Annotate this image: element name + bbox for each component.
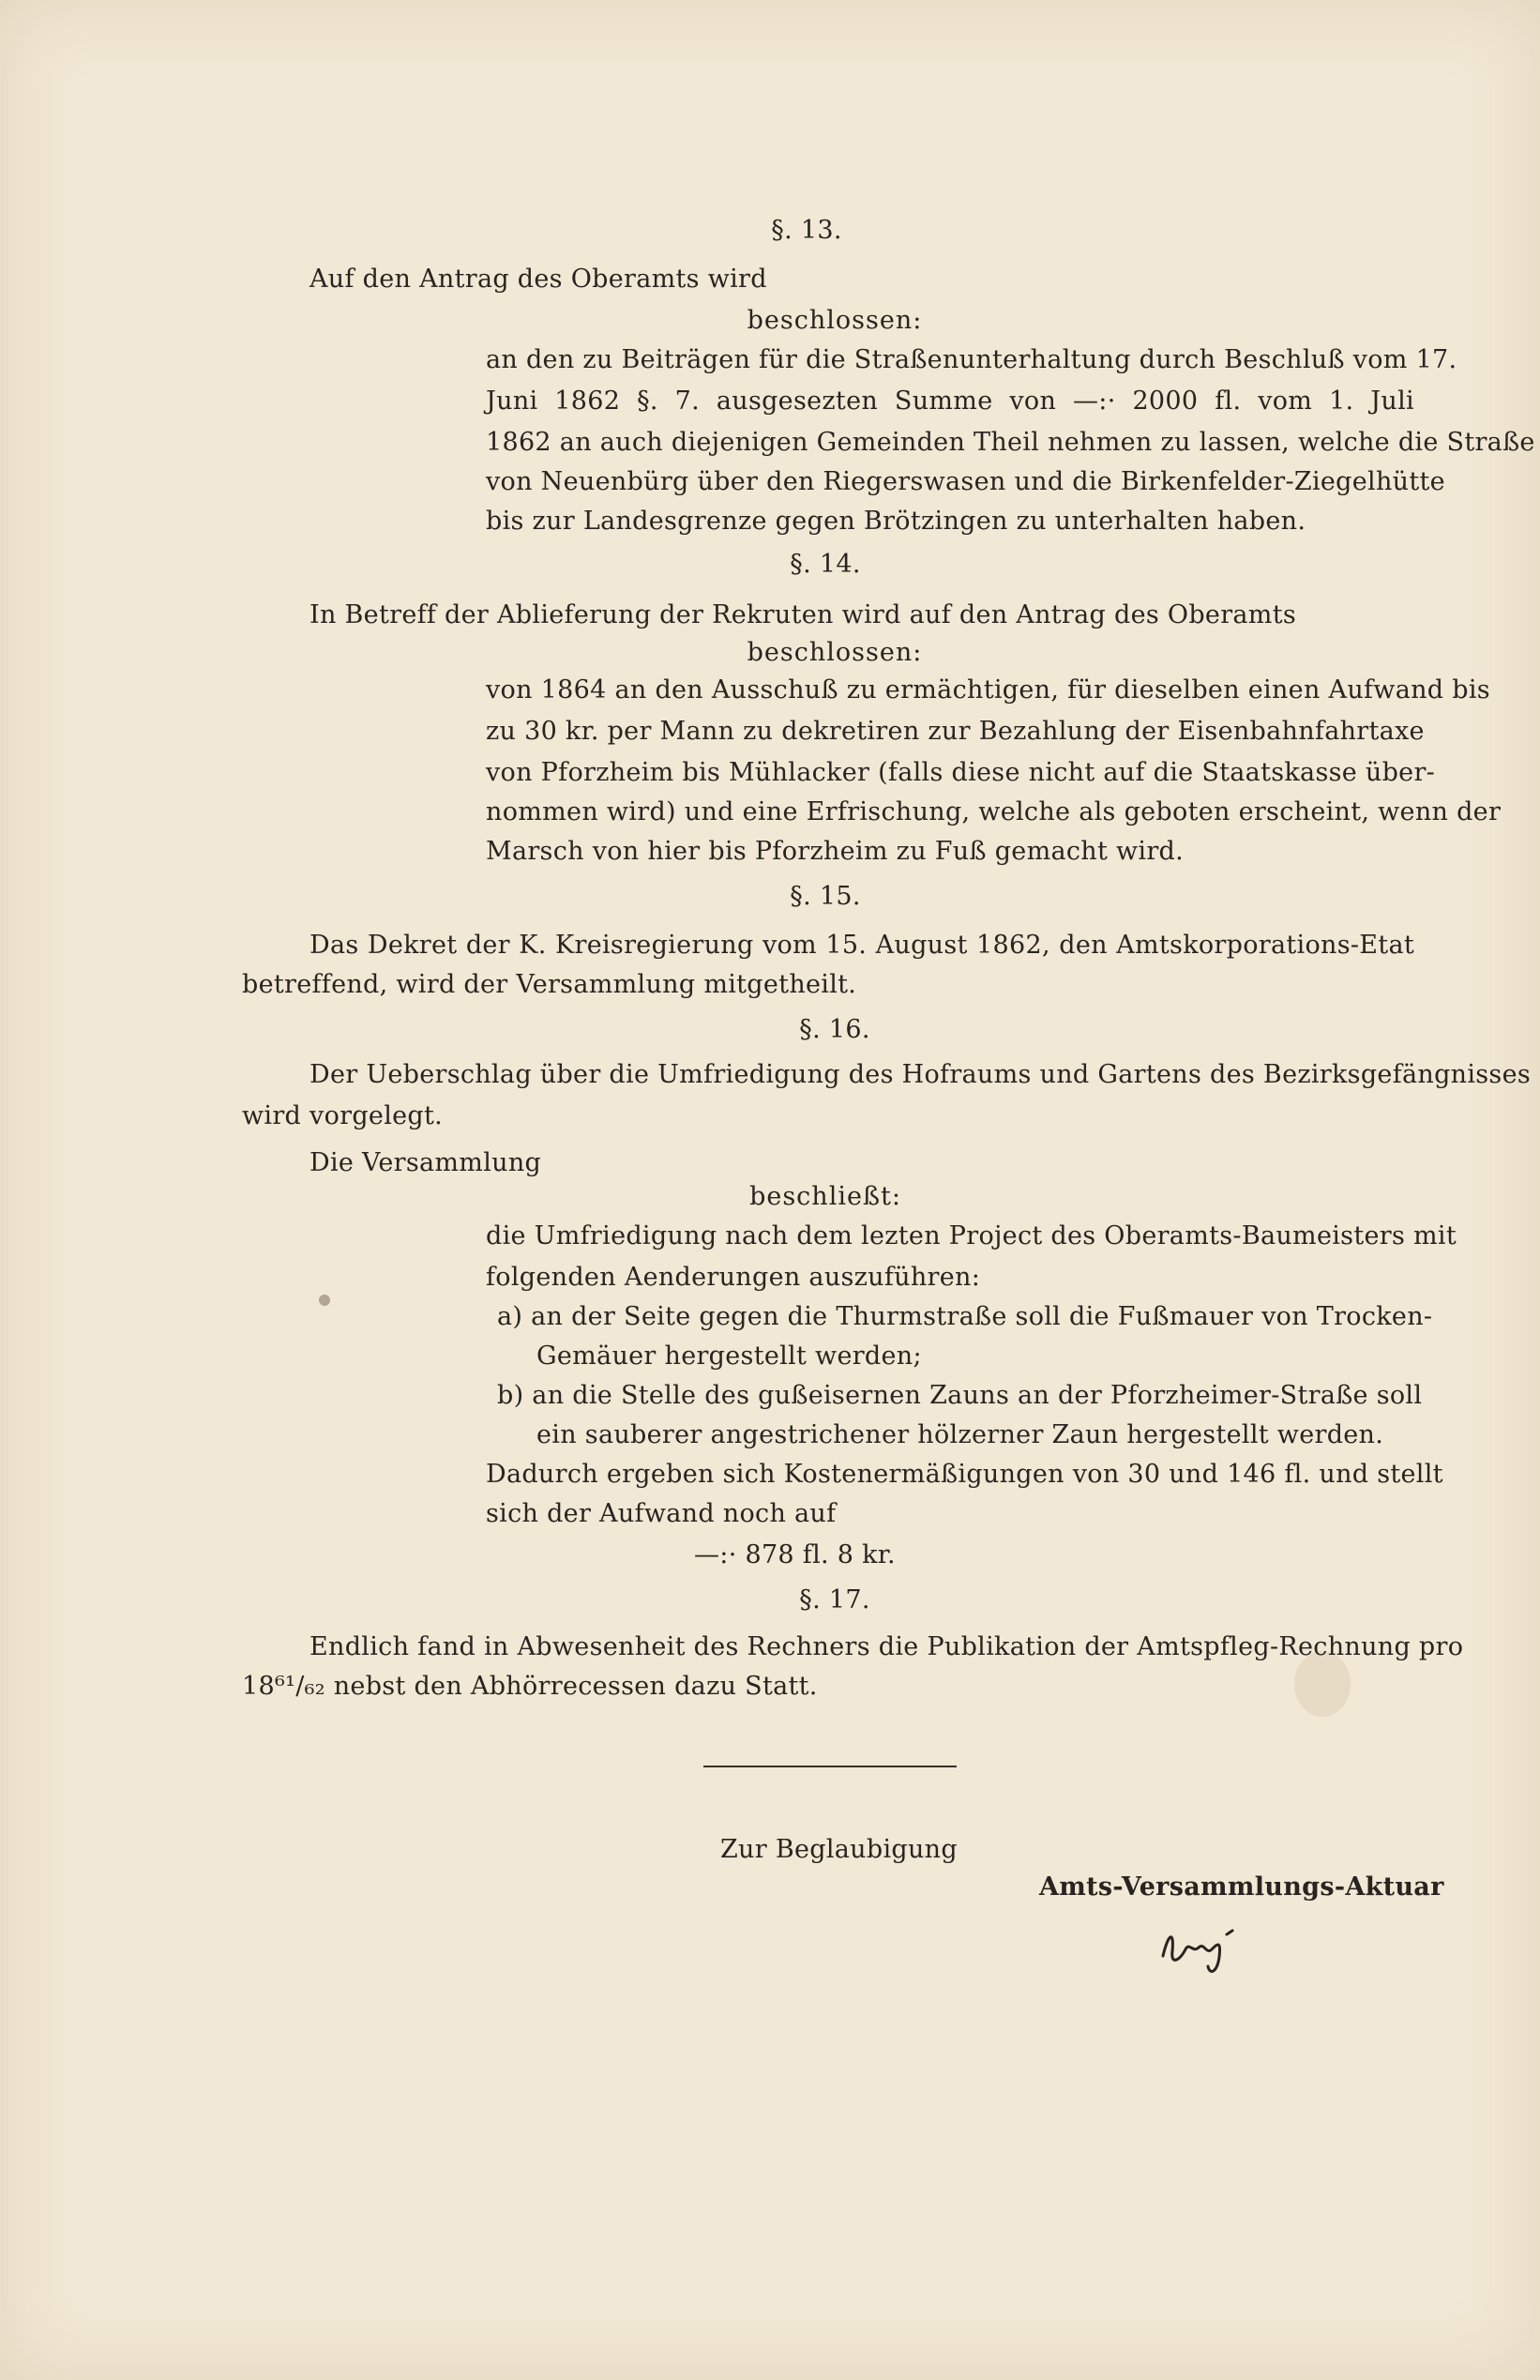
section-13-heading: §. 13. <box>771 216 842 245</box>
section-13-line: 1862 an auch diejenigen Gemeinden Theil nehmen zu lassen, welche die Straße <box>486 428 1535 457</box>
section-16-result: sich der Aufwand noch auf <box>486 1499 837 1528</box>
section-16-result: Dadurch ergeben sich Kostenermäßigungen von 30 und 146 fl. und stellt <box>486 1460 1443 1489</box>
section-14-line: nommen wird) und eine Erfrischung, welche als geboten erscheint, wenn der <box>486 797 1502 826</box>
section-16-verb: beschließt: <box>749 1182 901 1211</box>
paper-stain <box>319 1295 330 1306</box>
section-16-item-a: Gemäuer hergestellt werden; <box>536 1342 922 1371</box>
section-13-line: von Neuenbürg über den Riegerswasen und die Birkenfelder-Ziegelhütte <box>486 467 1445 496</box>
section-16-decision: die Umfriedigung nach dem lezten Project des Oberamts-Baumeisters mit <box>486 1221 1457 1251</box>
section-13-intro: Auf den Antrag des Oberamts wird <box>310 265 767 294</box>
section-17-line: Endlich fand in Abwesenheit des Rechners die Publikation der Amtspfleg-Rechnung pro <box>310 1632 1464 1661</box>
section-14-line: von Pforzheim bis Mühlacker (falls diese nicht auf die Staatskasse über- <box>486 758 1436 787</box>
section-16-line: Der Ueberschlag über die Umfriedigung des Hofraums und Gartens des Bezirksgefängnisses <box>310 1060 1532 1089</box>
section-13-line: Juni 1862 §. 7. ausgesezten Summe von —:· 2000 fl. vom 1. Juli <box>486 387 1414 416</box>
certification-text: Zur Beglaubigung <box>720 1835 958 1864</box>
section-16-amount: —:· 878 fl. 8 kr. <box>694 1540 896 1569</box>
section-14-heading: §. 14. <box>790 550 861 579</box>
section-14-line: Marsch von hier bis Pforzheim zu Fuß gemacht wird. <box>486 837 1185 866</box>
section-16-decision: folgenden Aenderungen auszuführen: <box>486 1263 981 1292</box>
section-14-intro: In Betreff der Ablieferung der Rekruten wird auf den Antrag des Oberamts <box>310 600 1297 629</box>
section-14-verb: beschlossen: <box>747 638 923 667</box>
section-14-line: zu 30 kr. per Mann zu dekretiren zur Bezahlung der Eisenbahnfahrtaxe <box>486 717 1425 746</box>
section-16-item-b: b) an die Stelle des gußeisernen Zauns an der Pforzheimer-Straße soll <box>497 1381 1423 1410</box>
closing-rule <box>703 1766 957 1767</box>
section-15-line: betreffend, wird der Versammlung mitgetheilt. <box>242 970 857 999</box>
section-17-heading: §. 17. <box>799 1585 870 1614</box>
section-15-heading: §. 15. <box>790 882 861 911</box>
handwritten-signature <box>1152 1914 1264 1979</box>
section-16-item-a: a) an der Seite gegen die Thurmstraße soll die Fußmauer von Trocken- <box>497 1302 1433 1331</box>
section-16-heading: §. 16. <box>799 1015 870 1044</box>
section-16-item-b: ein sauberer angestrichener hölzerner Zaun hergestellt werden. <box>536 1420 1384 1449</box>
section-17-line: 18⁶¹/₆₂ nebst den Abhörrecessen dazu Statt. <box>242 1672 818 1701</box>
section-13-line: bis zur Landesgrenze gegen Brötzingen zu unterhalten haben. <box>486 507 1306 536</box>
section-15-line: Das Dekret der K. Kreisregierung vom 15. August 1862, den Amtskorporations-Etat <box>310 931 1414 960</box>
actuary-title: Amts-Versammlungs-Aktuar <box>1039 1872 1444 1902</box>
section-13-verb: beschlossen: <box>747 306 923 335</box>
section-13-line: an den zu Beiträgen für die Straßenunterhaltung durch Beschluß vom 17. <box>486 345 1457 374</box>
section-16-line: wird vorgelegt. <box>242 1101 444 1130</box>
section-16-assembly: Die Versammlung <box>310 1148 542 1177</box>
section-14-line: von 1864 an den Ausschuß zu ermächtigen, für dieselben einen Aufwand bis <box>486 675 1490 705</box>
